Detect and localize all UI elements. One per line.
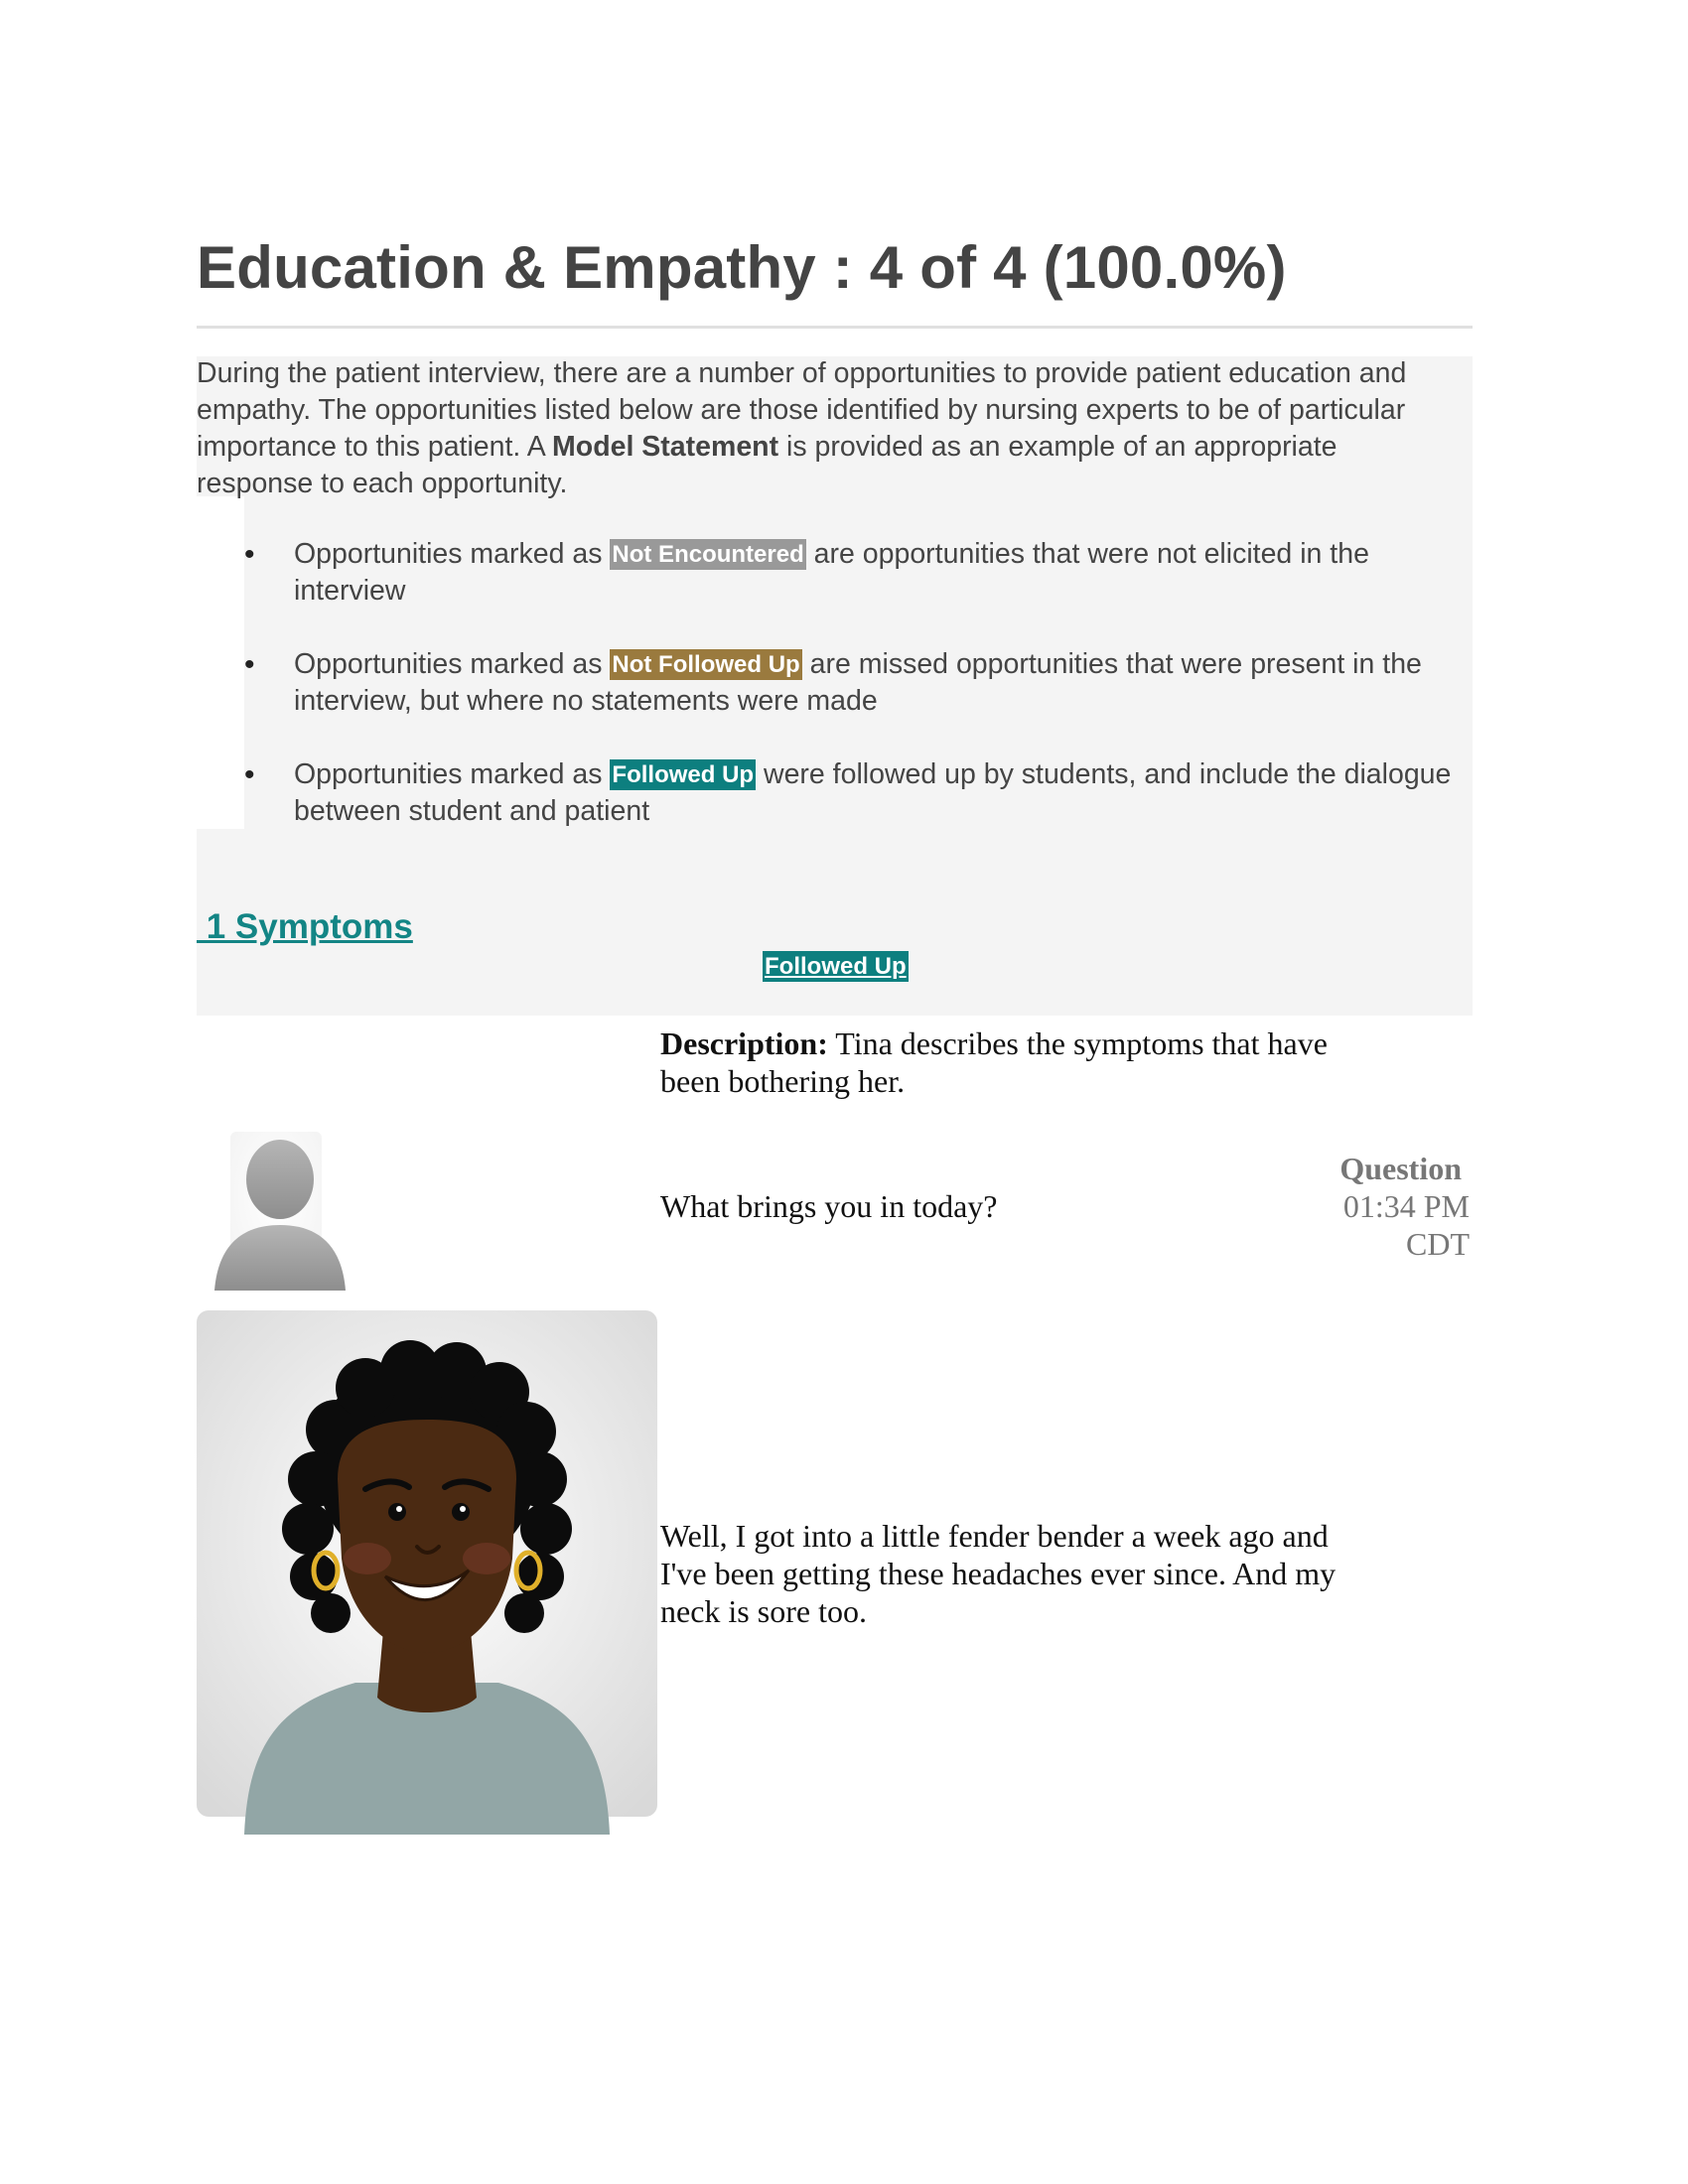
legend-item-followed-up xyxy=(244,756,1476,830)
legend-prefix: Opportunities marked as xyxy=(294,538,611,570)
legend-suffix: are opportunities that were not elicited in the interview xyxy=(294,538,1369,607)
question-label: Question xyxy=(1339,1151,1462,1186)
page-title: Education & Empathy : 4 of 4 (100.0%) xyxy=(197,234,1287,301)
legend-prefix: Opportunities marked as xyxy=(294,758,611,790)
legend-prefix: Opportunities marked as xyxy=(294,648,611,680)
intro-paragraph xyxy=(197,355,1448,502)
intro-text-after: is provided as an example of an appropriate response to each opportunity. xyxy=(197,431,1337,499)
model-statement-emphasis: Model Statement xyxy=(552,431,779,463)
legend-item-not-followed-up xyxy=(244,646,1476,720)
patient-cartoon-avatar-icon xyxy=(197,1310,657,1835)
legend-suffix: were followed up by students, and include the dialogue between student and patient xyxy=(294,758,1452,827)
legend-list xyxy=(244,536,1476,867)
bullet-icon: • xyxy=(244,538,255,571)
followed-up-badge: Followed Up xyxy=(612,761,755,788)
question-meta xyxy=(1291,1150,1470,1263)
bullet-icon: • xyxy=(244,648,255,681)
description-text: Tina describes the symptoms that have been bothering her. xyxy=(660,1025,1328,1099)
not-encountered-badge: Not Encountered xyxy=(612,541,804,568)
description-label: Description: xyxy=(660,1025,828,1061)
not-followed-up-badge: Not Followed Up xyxy=(612,651,800,678)
patient-answer: Well, I got into a little fender bender a week ago and I've been getting these headaches ever since. And my neck is sore too. xyxy=(660,1518,1336,1629)
question-time: 01:34 PM xyxy=(1342,1188,1470,1224)
student-question: What brings you in today? xyxy=(660,1188,998,1224)
section-status-link[interactable]: Followed Up xyxy=(765,953,907,980)
title-divider xyxy=(197,326,1473,329)
student-silhouette-avatar-icon xyxy=(197,1122,355,1291)
bullet-icon: • xyxy=(244,758,255,791)
section-heading-symptoms[interactable]: 1 Symptoms xyxy=(197,907,413,946)
legend-suffix: are missed opportunities that were present in the interview, but where no statements were made xyxy=(294,648,1422,717)
section-description xyxy=(660,1024,1336,1100)
panel-notch xyxy=(197,496,244,829)
question-timezone: CDT xyxy=(1406,1226,1470,1262)
legend-item-not-encountered xyxy=(244,536,1476,610)
intro-text-before: During the patient interview, there are a number of opportunities to provide patient education and empathy. The opportunities listed below are those identified by nursing experts to be of particular importance to this patient. A xyxy=(197,357,1407,463)
